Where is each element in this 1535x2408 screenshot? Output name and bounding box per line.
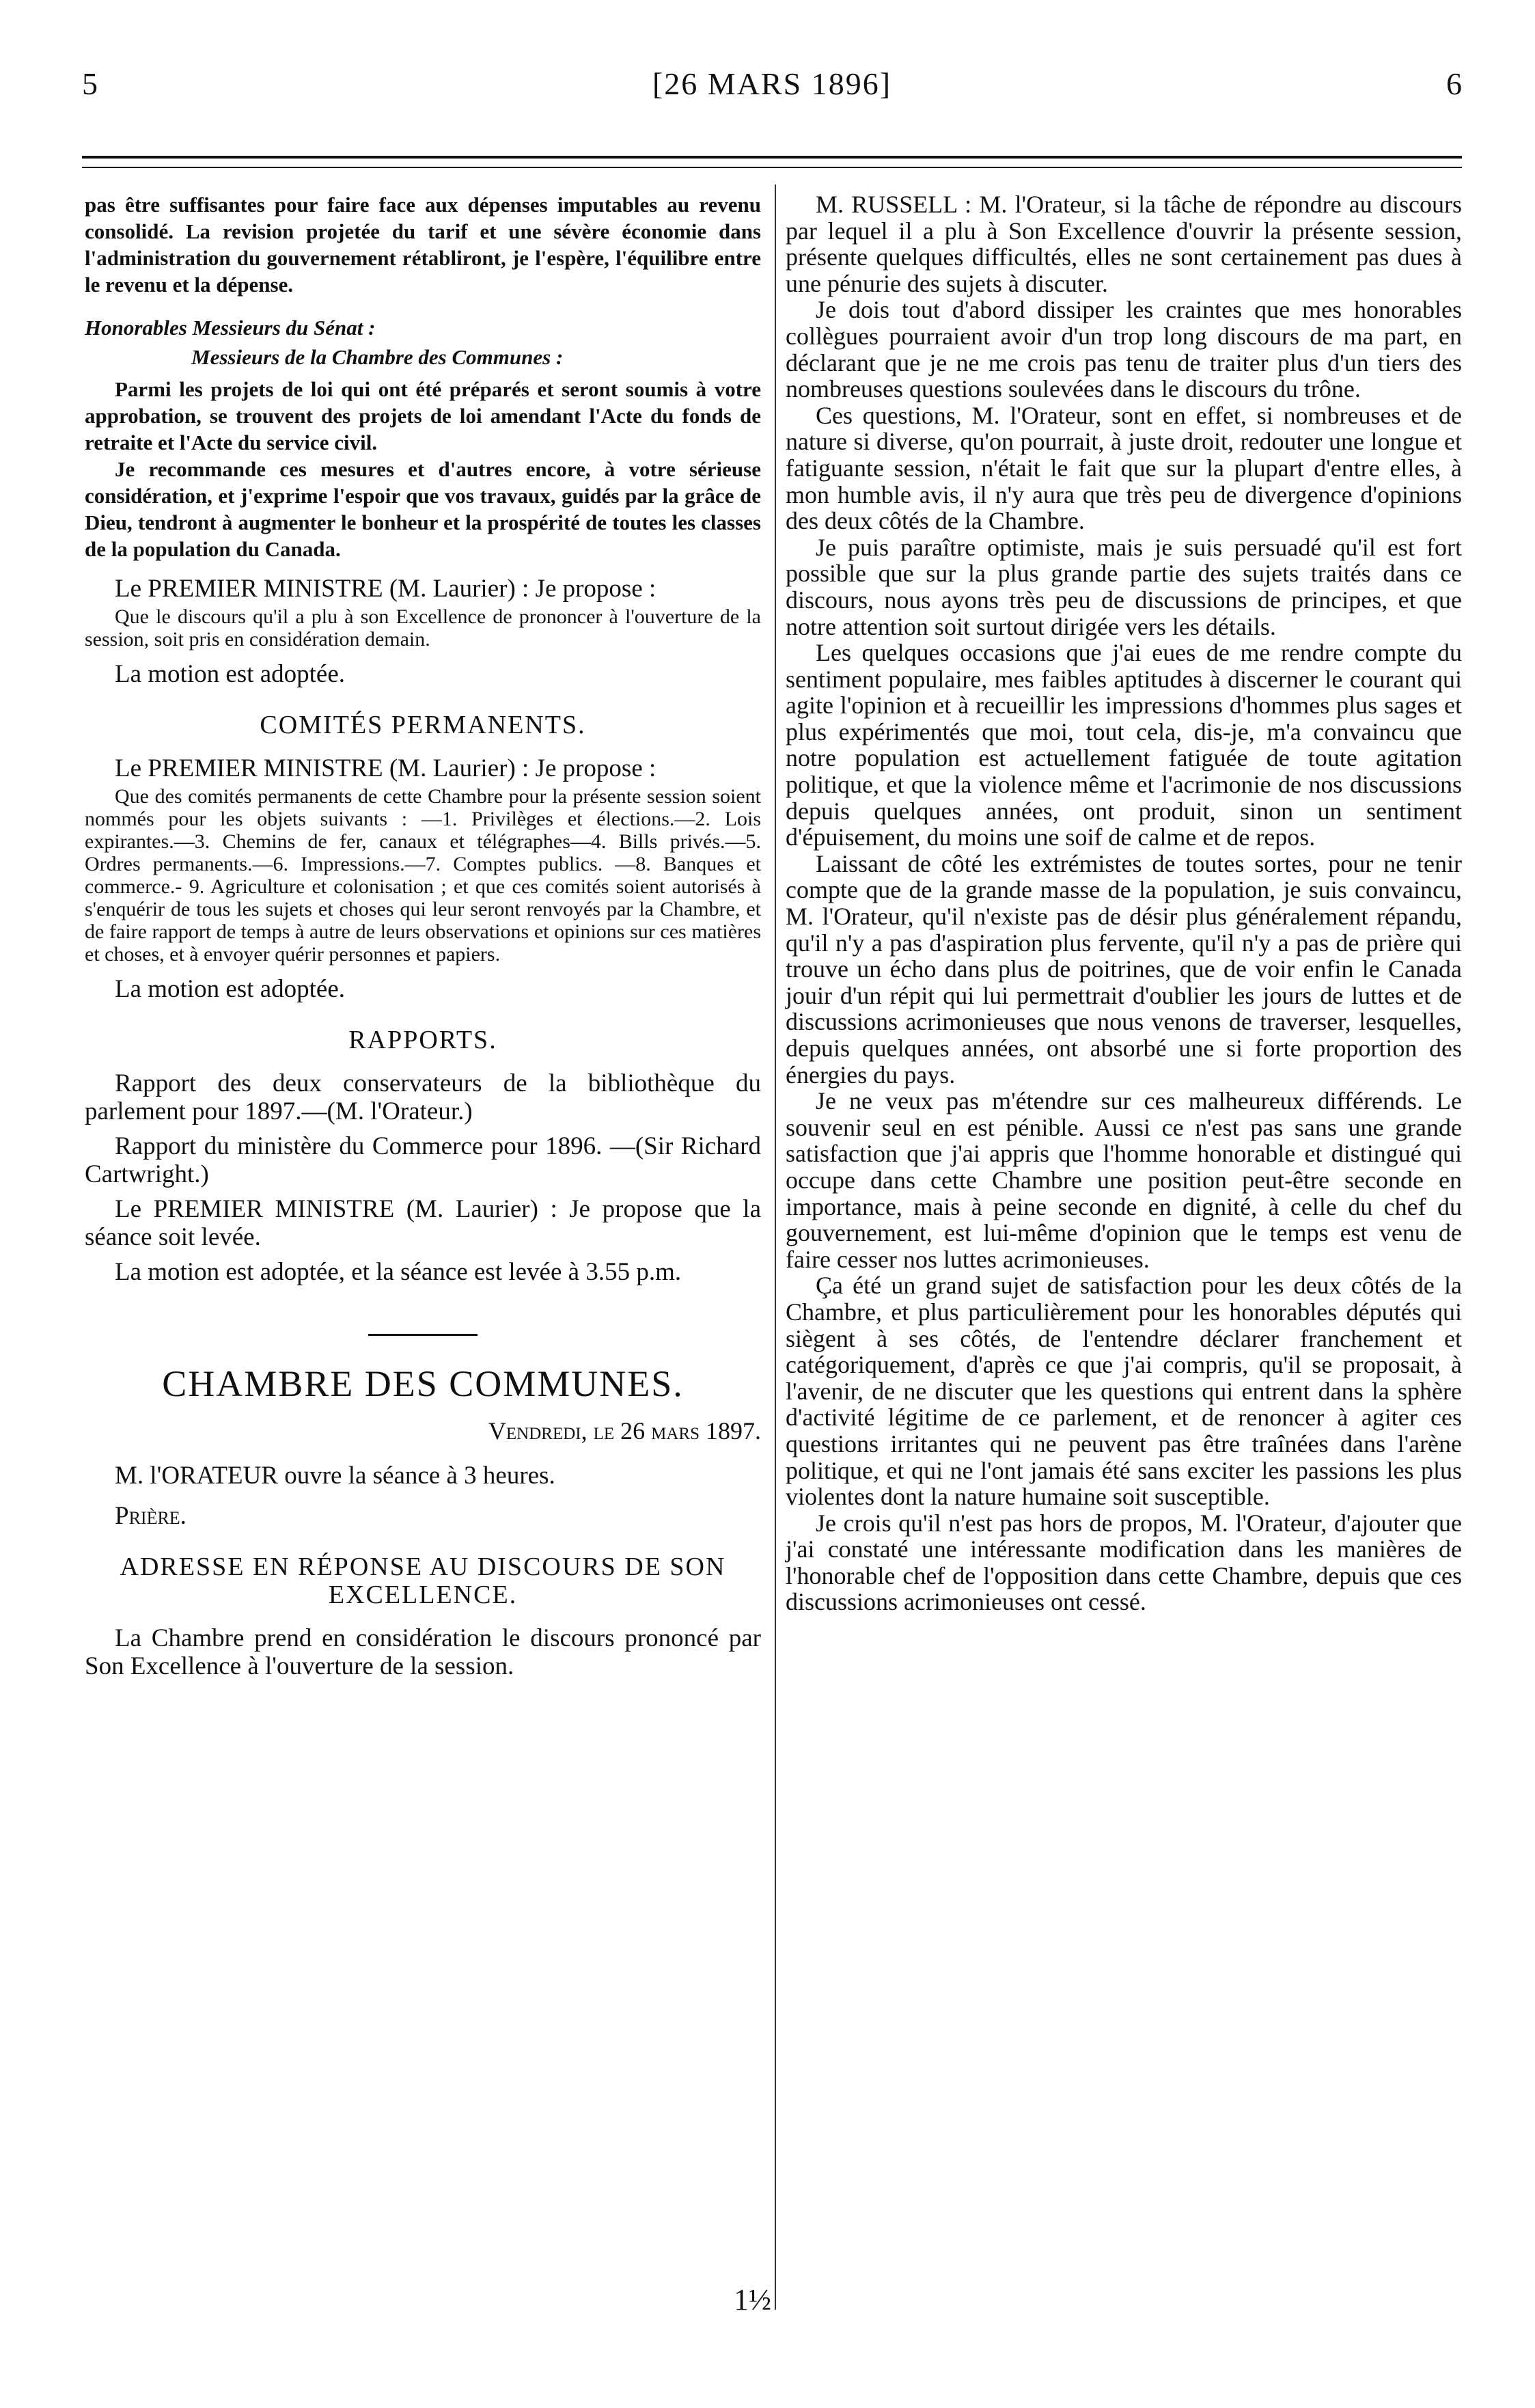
right-column: [786, 191, 1462, 1615]
proceedings: [85, 575, 761, 1680]
prayer-label: Prière.: [115, 1502, 186, 1530]
chamber-consideration: La Chambre prend en considération le discours prononcé par Son Excellence à l'ouverture de la session.: [85, 1624, 761, 1680]
speech-paragraph: M. RUSSELL : M. l'Orateur, si la tâche de répondre au discours par lequel il a plu à Son Excellence d'ouvrir la présente session, présente quelques difficultés, elles ne sont certainement pas dues à une pénurie des sujets à discuter.: [786, 191, 1462, 297]
page-number-left: 5: [82, 66, 98, 101]
page-number-right: 6: [1446, 66, 1462, 101]
throne-speech-excerpt: [85, 191, 761, 562]
motion-text: Que le discours qu'il a plu à son Excellence de prononcer à l'ouverture de la session, soit pris en considération demain.: [85, 605, 761, 651]
speech-paragraph: Je puis paraître optimiste, mais je suis persuadé qu'il est fort possible que sur la plus grande partie des sujets traités dans ce discours, nous ayons très peu de discussions de principes, et que notre attention soit surtout dirigée vers les détails.: [786, 533, 1462, 640]
speech-paragraph: Je crois qu'il n'est pas hors de propos, M. l'Orateur, d'ajouter que j'ai constaté une intéressante modification dans les manières de l'honorable chef de l'opposition dans cette Chambre, depuis que ces discussions acrimonieuses ont cessé.: [786, 1509, 1462, 1616]
commons-address: Messieurs de la Chambre des Communes :: [191, 345, 564, 369]
senate-address: Honorables Messieurs du Sénat :: [85, 316, 376, 340]
page-date: [26 MARS 1896]: [652, 66, 892, 101]
orateur-opening: M. l'ORATEUR ouvre la séance à 3 heures.: [115, 1462, 555, 1490]
speech-paragraph: Parmi les projets de loi qui ont été préparés et seront soumis à votre approbation, se trouvent des projets de loi amendant l'Acte du fonds de retraite et l'Acte du service civil.: [85, 377, 761, 454]
reports-heading: RAPPORTS.: [348, 1026, 497, 1054]
pm-motion: Le PREMIER MINISTRE (M. Laurier) : Je propose :: [115, 575, 656, 603]
header-rule-thick: [82, 156, 1462, 159]
address-heading: ADRESSE EN RÉPONSE AU DISCOURS DE SON EXCELLENCE.: [120, 1552, 726, 1609]
left-column: [85, 191, 761, 1680]
sitting-date: Vendredi, le 26 mars 1897.: [488, 1417, 761, 1445]
report-item: Rapport du ministère du Commerce pour 1896. —(Sir Richard Cartwright.): [85, 1132, 761, 1188]
speech-paragraph: Je recommande ces mesures et d'autres encore, à votre sérieuse considération, et j'exprime l'espoir que vos travaux, guidés par la grâce de Dieu, tendront à augmenter le bonheur et la prospérité de toutes les classes de la population du Canada.: [85, 457, 761, 561]
motion-adopted: La motion est adoptée.: [115, 660, 346, 688]
pm-motion: Le PREMIER MINISTRE (M. Laurier) : Je propose que la séance soit levée.: [85, 1195, 761, 1251]
header-rule-thin: [82, 167, 1462, 168]
committees-text: Que des comités permanents de cette Chambre pour la présente session soient nommés pour les objets suivants : —1. Privilèges et élections.—2. Lois expirantes.—3. Chemins de fer, canaux et télégraphes—4. Bills privés.—5. Ordres permanents.—6. Impressions.—7. Comptes publics. —8. Banques et commerce.- 9. Agriculture et colonisation ; et que ces comités soient autorisés à s'enquérir de tous les sujets et choses qui leur seront renvoyés par la Chambre, et de faire rapport de temps à autre de leurs observations et opinions sur ces matières et choses, et à envoyer quérir personnes et papiers.: [85, 785, 761, 966]
page-header: [82, 66, 1462, 120]
speech-paragraph: Les quelques occasions que j'ai eues de me rendre compte du sentiment populaire, mes faibles aptitudes à discerner le courant qui agite l'opinion et à recueillir les impressions d'hommes plus sages et plus expérimentés que moi, tout cela, dis-je, m'a convaincu que notre population est actuellement fatiguée de toute agitation politique, et que la violence même et l'acrimonie de nos discussions depuis quelques années, ont produit, sinon un sentiment d'épuisement, du moins une soif de calme et de repos.: [786, 639, 1462, 851]
folio-mark: 1½: [734, 2283, 771, 2316]
section-rule: [368, 1334, 478, 1336]
speech-paragraph: Je dois tout d'abord dissiper les craintes que mes honorables collègues pourraient avoir d'un trop long discours de ma part, en déclarant que je ne me crois pas tenu de traiter plus d'un tiers des nombreuses questions soulevées dans le discours du trône.: [786, 296, 1462, 403]
speech-paragraph: Laissant de côté les extrémistes de toutes sortes, pour ne tenir compte que de la grande masse de la population, je suis convaincu, M. l'Orateur, qu'il n'existe pas de désir plus généralement répandu, qu'il n'y a pas d'aspiration plus fervente, qu'il n'y a pas de prière qui trouve un écho dans plus de poitrines, que de voir enfin le Canada jouir d'un répit qui lui permettrait d'oublier les jours de luttes et de discussions acrimonieuses que nous venons de traverser, lesquelles, depuis quelques années, ont absorbé une si forte proportion des énergies du pays.: [786, 849, 1462, 1089]
speech-paragraph: Ces questions, M. l'Orateur, sont en effet, si nombreuses et de nature si diverse, qu'on pourrait, à juste droit, redouter une longue et fatiguante session, n'était le fait que sur la plupart d'entre elles, à mon humble avis, il n'y aura que très peu de divergence d'opinions des deux côtés de la Chambre.: [786, 401, 1462, 535]
motion-adopted: La motion est adoptée.: [115, 975, 346, 1003]
speech-paragraph: Ça été un grand sujet de satisfaction pour les deux côtés de la Chambre, et plus particulièrement pour les honorables députés qui siègent à ses côtés, de l'entendre déclarer franchement et catégoriquement, d'après ce que j'ai compris, qu'il se proposait, à l'avenir, de ne discuter que les questions qui entrent dans la sphère d'activité légitime de ce parlement, et de renoncer à agiter ces questions irritantes qui ne peuvent pas être traînées dans l'arène politique, et qui ne l'ont jamais été sans exciter les passions les plus violentes dont la nature humaine soit susceptible.: [786, 1272, 1462, 1511]
pm-motion: Le PREMIER MINISTRE (M. Laurier) : Je propose :: [115, 754, 656, 782]
speech-paragraph: pas être suffisantes pour faire face aux dépenses imputables au revenu consolidé. La revision projetée du tarif et une sévère économie dans l'administration du gouvernement rétabliront, je l'espère, l'équilibre entre le revenu et la dépense.: [85, 193, 761, 297]
column-divider: [775, 184, 776, 2310]
report-item: Rapport des deux conservateurs de la bibliothèque du parlement pour 1897.—(M. l'Orateur.): [85, 1069, 761, 1125]
speech-paragraph: Je ne veux pas m'étendre sur ces malheureux différends. Le souvenir seul en est pénible. Aussi ce n'est pas sans une grande satisfaction que j'ai appris que l'homme honorable et distingué qui occupe dans cette Chambre une position peut-être seconde en importance, mais à peine seconde en dignité, à celle du chef du gouvernement, est lui-même d'opinion que le temps est venu de faire cesser nos luttes acrimonieuses.: [786, 1087, 1462, 1273]
chamber-title: CHAMBRE DES COMMUNES.: [162, 1363, 684, 1404]
committees-heading: COMITÉS PERMANENTS.: [260, 711, 586, 739]
motion-adopted: La motion est adoptée, et la séance est levée à 3.55 p.m.: [115, 1258, 682, 1286]
